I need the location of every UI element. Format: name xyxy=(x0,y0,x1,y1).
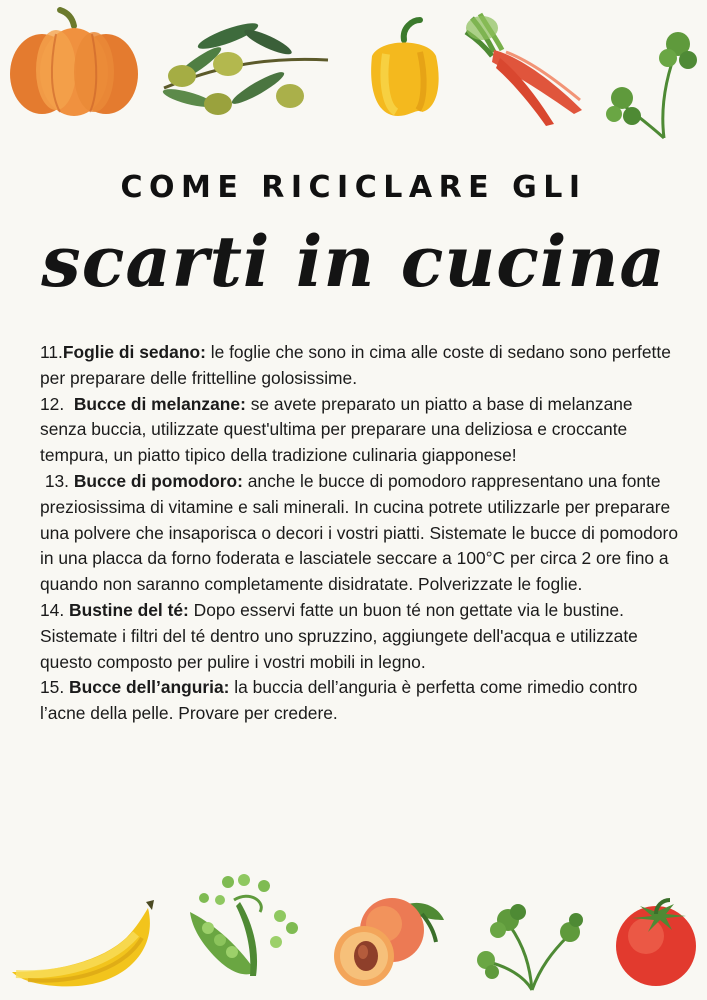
banana-icon xyxy=(8,898,158,990)
item-text: le foglie che sono in cima alle coste di sedano sono perfette per preparare delle frittelline golosissime. xyxy=(40,342,671,388)
parsley-icon xyxy=(476,896,588,992)
olive-branch-icon xyxy=(158,16,330,122)
peas-icon xyxy=(180,872,310,988)
list-item xyxy=(40,675,680,727)
tips-list xyxy=(40,340,680,727)
yellow-pepper-icon xyxy=(362,12,446,122)
item-number: 15. xyxy=(40,677,70,698)
title-line-2: scarti in cucina xyxy=(41,220,666,303)
item-heading: Bucce di pomodoro: xyxy=(73,470,243,491)
peach-icon xyxy=(326,890,448,990)
item-heading: Bucce di melanzane: xyxy=(73,393,246,414)
item-text: se avete preparato un piatto a base di melanzane senza buccia, utilizzate quest'ultima per preparare una deliziosa e croccante tempura, un piatto tipico della tradizione culinaria giapponese! xyxy=(40,393,633,466)
list-item xyxy=(40,469,680,598)
parsley-icon xyxy=(606,26,698,142)
list-item xyxy=(40,392,680,469)
item-text: Dopo esservi fatte un buon té non gettate via le bustine. Sistemate i filtri del té dentro uno spruzzino, aggiungete dell'acqua e utilizzate questo composto per pulire i vostri mobili in legno. xyxy=(40,599,638,672)
item-heading: Foglie di sedano: xyxy=(62,342,206,362)
item-heading: Bucce dell’anguria: xyxy=(69,677,230,698)
carrots-icon xyxy=(462,10,590,128)
tomato-icon xyxy=(610,896,702,988)
item-text: anche le bucce di pomodoro rappresentano una fonte preziosissima di vitamine e sali minerali. In cucina potrete utilizzarle per preparare una polvere che insaporisca o decori i vostri piatti. Sistemate le bucce di pomodoro in una placca da forno foderata e lasciatele seccare a 100°C per circa 2 ore fino a quando non saranno completamente disidratate. Polverizzate le foglie. xyxy=(40,470,678,595)
item-number: 14. xyxy=(40,599,70,620)
item-heading: Bustine del té: xyxy=(69,599,189,620)
item-text: la buccia dell’anguria è perfetta come rimedio contro l’acne della pelle. Provare per credere. xyxy=(40,677,638,724)
pumpkin-icon xyxy=(6,4,142,122)
item-number: 13. xyxy=(40,470,74,491)
title-line-1: COME RICICLARE GLI xyxy=(120,170,587,205)
list-item xyxy=(40,598,680,675)
list-item xyxy=(40,340,680,392)
item-number: 12. xyxy=(40,393,74,414)
item-number: 11. xyxy=(40,342,63,362)
